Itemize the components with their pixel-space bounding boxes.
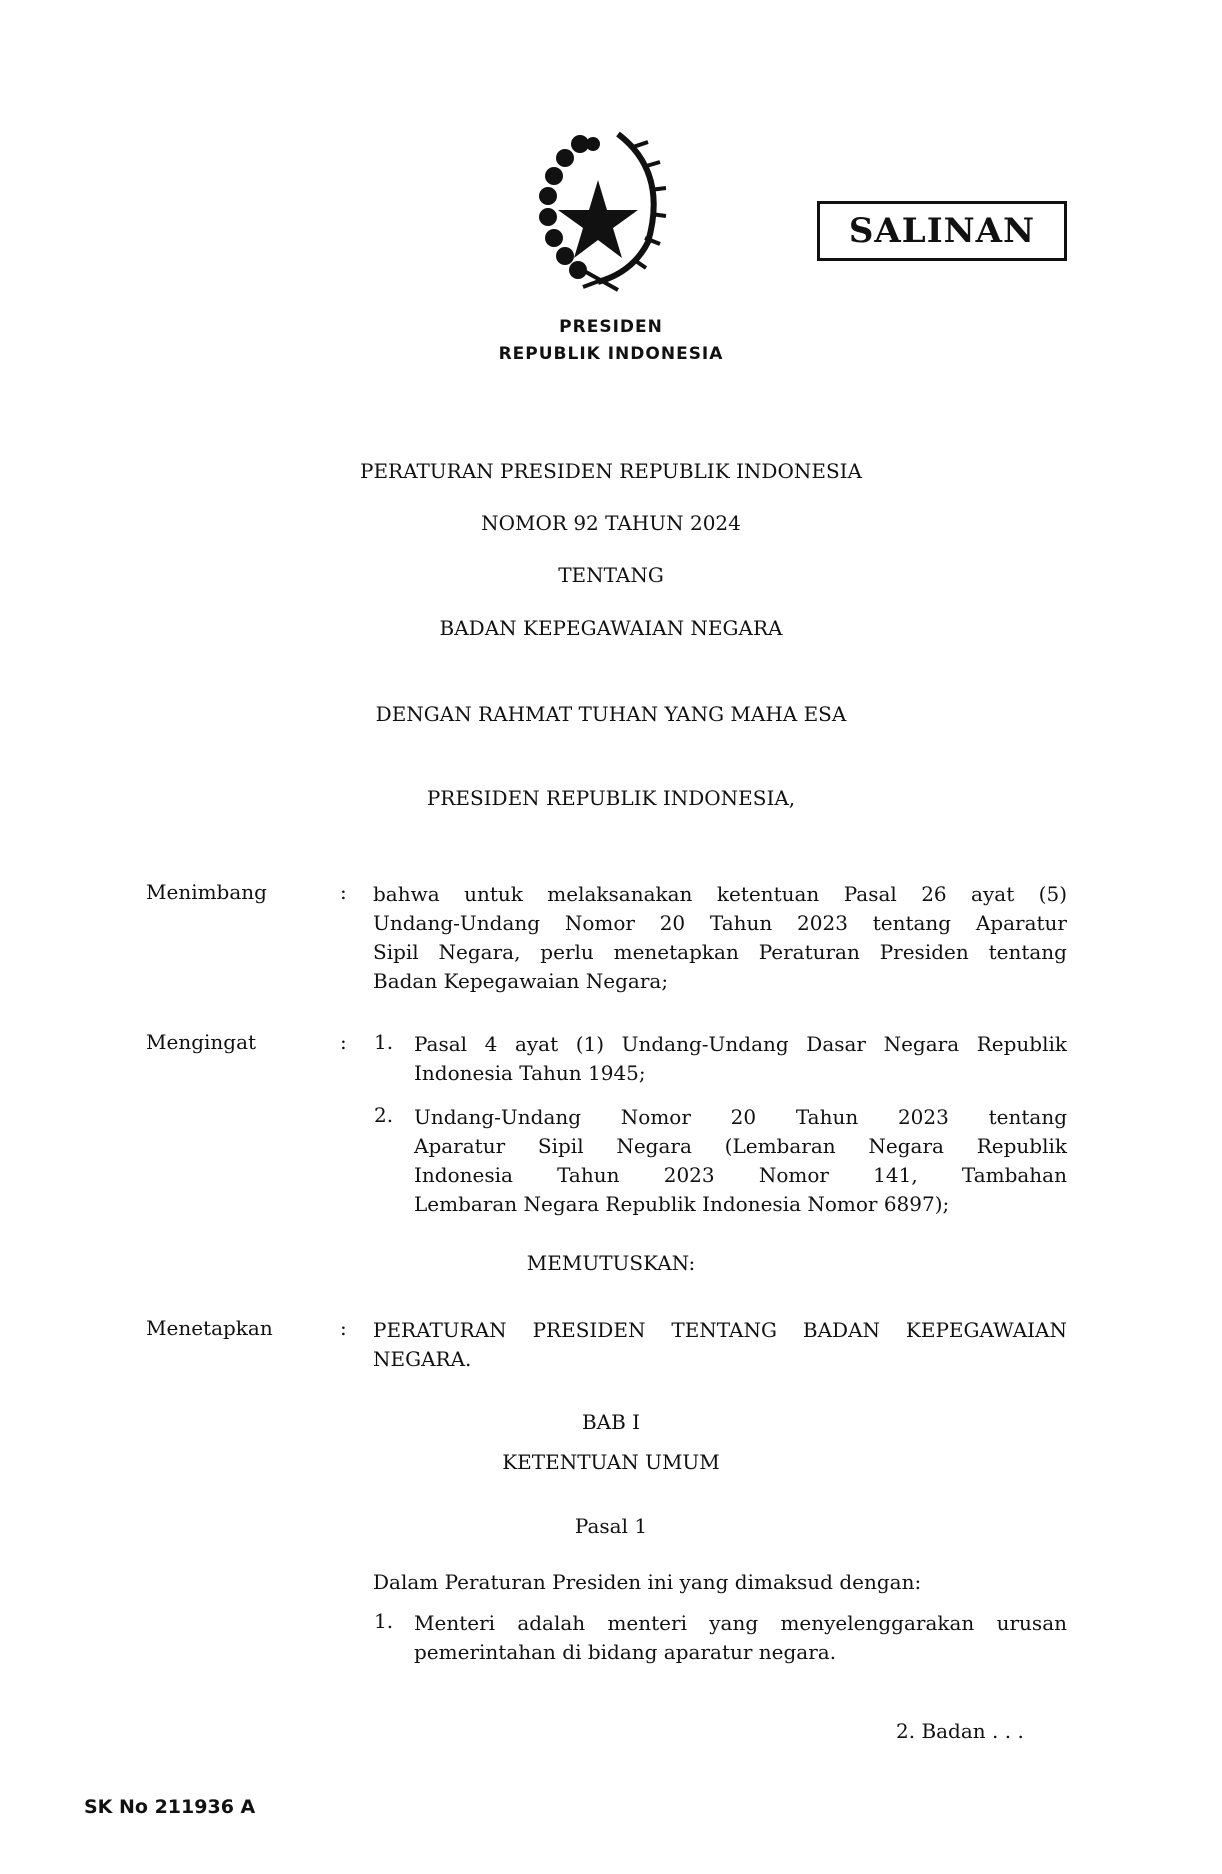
president-heading: PRESIDEN REPUBLIK INDONESIA, — [426, 786, 796, 810]
mengingat-item-line: Indonesia Tahun 2023 Nomor 141, Tambahan — [414, 1163, 1067, 1187]
menetapkan-label: Menetapkan — [146, 1316, 273, 1340]
menimbang-line: Badan Kepegawaian Negara; — [373, 969, 669, 993]
bab-number: BAB I — [581, 1410, 641, 1434]
pasal-item-line: pemerintahan di bidang aparatur negara. — [414, 1640, 837, 1664]
continuation-catchword: 2. Badan . . . — [896, 1719, 1024, 1743]
menimbang-label: Menimbang — [146, 880, 267, 904]
regulation-number: NOMOR 92 TAHUN 2024 — [481, 511, 741, 535]
mengingat-label: Mengingat — [146, 1030, 257, 1054]
salinan-stamp: SALINAN — [817, 201, 1067, 261]
menetapkan-colon: : — [340, 1316, 347, 1340]
menimbang-line: Undang-Undang Nomor 20 Tahun 2023 tentang Aparatur — [373, 911, 1067, 935]
mengingat-item-line: Undang-Undang Nomor 20 Tahun 2023 tentang — [414, 1105, 1067, 1129]
regulation-subject: BADAN KEPEGAWAIAN NEGARA — [439, 616, 783, 640]
regulation-about: TENTANG — [558, 563, 664, 587]
menimbang-line: bahwa untuk melaksanakan ketentuan Pasal 26 ayat (5) — [373, 882, 1067, 906]
pasal-title: Pasal 1 — [574, 1514, 648, 1538]
pasal-intro: Dalam Peraturan Presiden ini yang dimaksud dengan: — [373, 1570, 922, 1594]
bab-title: KETENTUAN UMUM — [502, 1450, 720, 1474]
presidential-emblem-icon — [518, 122, 678, 297]
mengingat-item-line: Pasal 4 ayat (1) Undang-Undang Dasar Negara Republik — [414, 1032, 1067, 1056]
pasal-item-line: Menteri adalah menteri yang menyelenggarakan urusan — [414, 1611, 1067, 1635]
mengingat-item-line: Aparatur Sipil Negara (Lembaran Negara Republik — [414, 1134, 1067, 1158]
invocation: DENGAN RAHMAT TUHAN YANG MAHA ESA — [375, 702, 847, 726]
menetapkan-line: PERATURAN PRESIDEN TENTANG BADAN KEPEGAWAIAN — [373, 1318, 1067, 1342]
list-number: 1. — [374, 1609, 394, 1633]
mengingat-item-line: Lembaran Negara Republik Indonesia Nomor 6897); — [414, 1192, 950, 1216]
mengingat-colon: : — [340, 1030, 347, 1054]
menimbang-colon: : — [340, 880, 347, 904]
menimbang-line: Sipil Negara, perlu menetapkan Peraturan Presiden tentang — [373, 940, 1067, 964]
letterhead-line2: REPUBLIK INDONESIA — [498, 344, 724, 364]
letterhead-line1: PRESIDEN — [559, 317, 663, 337]
regulation-title: PERATURAN PRESIDEN REPUBLIK INDONESIA — [359, 459, 862, 483]
list-number: 2. — [374, 1103, 394, 1127]
mengingat-item-line: Indonesia Tahun 1945; — [414, 1061, 646, 1085]
sk-number: SK No 211936 A — [84, 1796, 256, 1818]
list-number: 1. — [374, 1030, 394, 1054]
menetapkan-line: NEGARA. — [373, 1347, 472, 1371]
memutuskan-heading: MEMUTUSKAN: — [526, 1251, 696, 1275]
